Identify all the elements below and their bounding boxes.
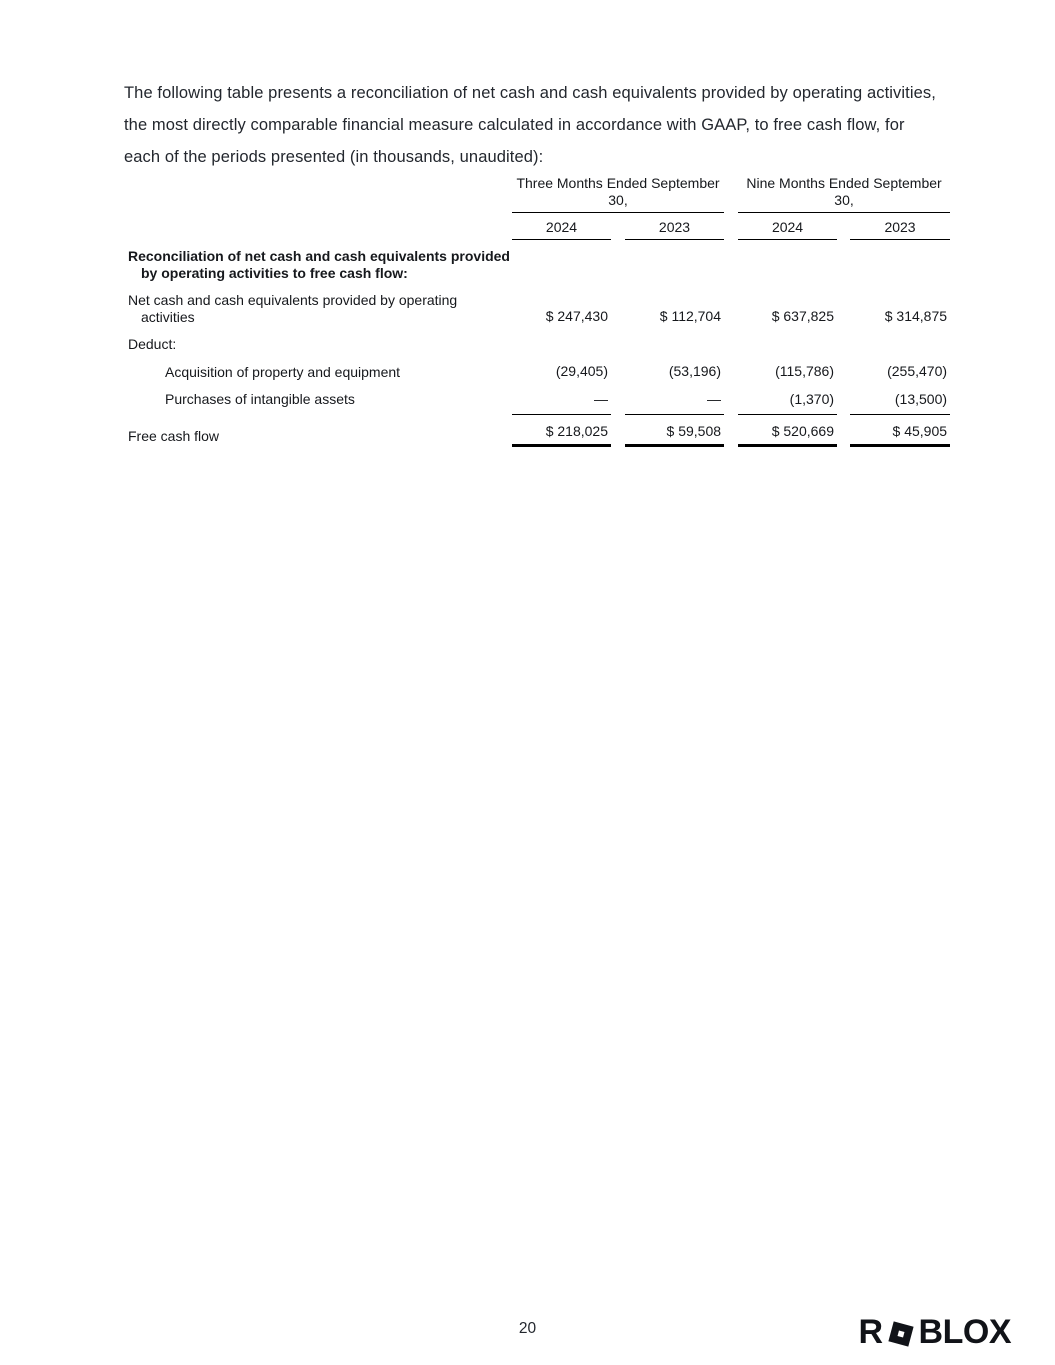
value-9m-2024: $ 520,669 bbox=[738, 414, 837, 445]
year-header-9m-2024: 2024 bbox=[738, 213, 837, 240]
value-3m-2023: — bbox=[625, 381, 724, 415]
value-3m-2024: $ 218,025 bbox=[512, 414, 611, 445]
table-row-deduct bbox=[128, 326, 950, 353]
year-header-row bbox=[128, 213, 950, 240]
value-3m-2023: (53,196) bbox=[668, 362, 722, 379]
value-3m-2024: — bbox=[512, 381, 611, 415]
header-spacer bbox=[128, 175, 512, 213]
value-9m-2023: (13,500) bbox=[850, 381, 950, 415]
value-9m-2023: (255,470) bbox=[887, 362, 948, 379]
value-9m-2024: $ 637,825 bbox=[771, 307, 835, 324]
value-3m-2024: (29,405) bbox=[555, 362, 608, 379]
logo-letter-r: R bbox=[858, 1313, 883, 1351]
year-header-3m-2024: 2024 bbox=[512, 213, 611, 240]
row-label: Deduct: bbox=[128, 335, 177, 352]
logo-letters-blox: BLOX bbox=[918, 1313, 1011, 1351]
column-group-nine-months: Nine Months Ended September 30, bbox=[738, 175, 950, 213]
header-spacer bbox=[128, 213, 512, 240]
value-9m-2024: (1,370) bbox=[738, 381, 837, 415]
year-header-3m-2023: 2023 bbox=[625, 213, 724, 240]
table-row-acquisition-property-equipment bbox=[128, 353, 950, 381]
free-cash-flow-table bbox=[128, 175, 950, 447]
value-9m-2023: $ 45,905 bbox=[850, 414, 950, 445]
table-row-reconciliation-heading bbox=[128, 240, 950, 282]
roblox-logo bbox=[858, 1313, 1011, 1352]
row-label: Acquisition of property and equipment bbox=[165, 363, 401, 380]
row-label: Free cash flow bbox=[128, 428, 220, 444]
value-3m-2023: $ 112,704 bbox=[659, 307, 722, 324]
row-label: Net cash and cash equivalents provided by operating activities bbox=[128, 291, 458, 325]
value-3m-2023: $ 59,508 bbox=[625, 414, 724, 445]
intro-paragraph: The following table presents a reconciliation of net cash and cash equivalents provided by operating activities, the most directly comparable financial measure calculated in accordance with GAAP, to free cash flow, for each of the periods presented (in thousands, unaudited): bbox=[124, 84, 936, 166]
column-gap bbox=[724, 175, 738, 213]
page-number: 20 bbox=[518, 1320, 537, 1337]
roblox-tilted-square-icon bbox=[885, 1317, 917, 1351]
row-label: Purchases of intangible assets bbox=[165, 391, 355, 407]
row-label: Reconciliation of net cash and cash equivalents provided by operating activities to free cash flow: bbox=[128, 247, 510, 281]
table-row-free-cash-flow bbox=[128, 414, 950, 445]
period-group-header-row bbox=[128, 175, 950, 213]
table-row-net-cash-operating bbox=[128, 282, 950, 326]
value-9m-2023: $ 314,875 bbox=[884, 307, 948, 324]
table-row-purchases-intangible-assets bbox=[128, 381, 950, 415]
column-group-three-months: Three Months Ended September 30, bbox=[512, 175, 724, 213]
page-content bbox=[124, 77, 954, 447]
value-3m-2024: $ 247,430 bbox=[545, 307, 608, 324]
year-header-9m-2023: 2023 bbox=[850, 213, 950, 240]
value-9m-2024: (115,786) bbox=[775, 362, 835, 379]
